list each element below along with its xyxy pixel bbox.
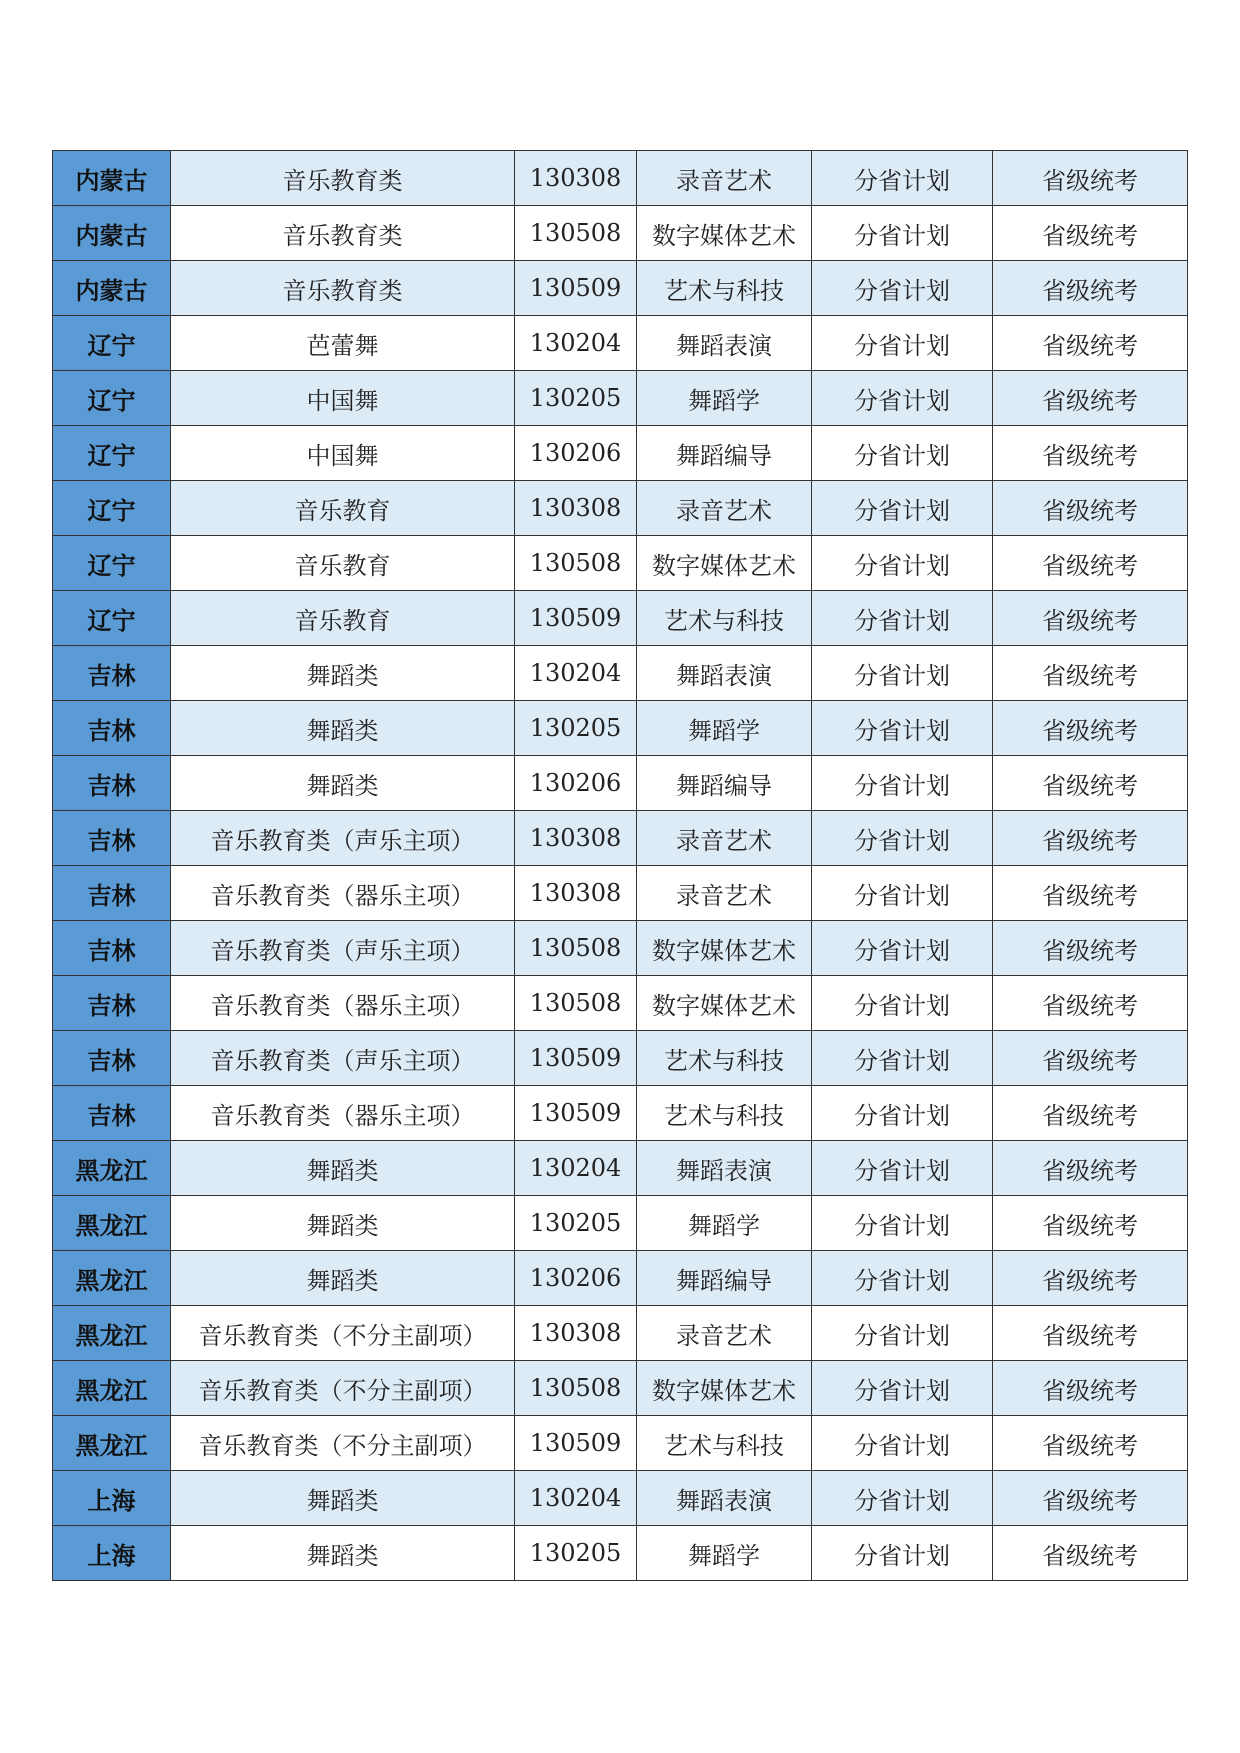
category-cell: 音乐教育 [171, 481, 515, 536]
province-cell: 上海 [53, 1471, 171, 1526]
province-cell: 辽宁 [53, 316, 171, 371]
major-code-cell: 130308 [515, 811, 637, 866]
exam-type-cell: 省级统考 [993, 1361, 1188, 1416]
table-row [53, 1141, 1188, 1196]
province-cell: 吉林 [53, 1086, 171, 1141]
province-cell: 吉林 [53, 976, 171, 1031]
table-row [53, 1306, 1188, 1361]
plan-type-cell: 分省计划 [812, 1196, 993, 1251]
plan-type-cell: 分省计划 [812, 646, 993, 701]
major-name-cell: 艺术与科技 [637, 1031, 812, 1086]
province-cell: 辽宁 [53, 481, 171, 536]
table-row [53, 811, 1188, 866]
province-cell: 吉林 [53, 756, 171, 811]
major-code-cell: 130205 [515, 1526, 637, 1581]
plan-type-cell: 分省计划 [812, 701, 993, 756]
table-row [53, 151, 1188, 206]
table-row [53, 1471, 1188, 1526]
major-code-cell: 130308 [515, 866, 637, 921]
major-name-cell: 录音艺术 [637, 811, 812, 866]
plan-type-cell: 分省计划 [812, 536, 993, 591]
province-cell: 内蒙古 [53, 151, 171, 206]
table-row [53, 536, 1188, 591]
plan-type-cell: 分省计划 [812, 1471, 993, 1526]
major-name-cell: 舞蹈表演 [637, 1471, 812, 1526]
table-row [53, 1196, 1188, 1251]
category-cell: 舞蹈类 [171, 1526, 515, 1581]
major-name-cell: 舞蹈编导 [637, 426, 812, 481]
major-code-cell: 130509 [515, 1031, 637, 1086]
category-cell: 音乐教育类（器乐主项） [171, 1086, 515, 1141]
exam-type-cell: 省级统考 [993, 1031, 1188, 1086]
exam-type-cell: 省级统考 [993, 1306, 1188, 1361]
major-code-cell: 130508 [515, 536, 637, 591]
table-row [53, 756, 1188, 811]
major-name-cell: 舞蹈表演 [637, 316, 812, 371]
major-name-cell: 录音艺术 [637, 151, 812, 206]
major-name-cell: 舞蹈表演 [637, 1141, 812, 1196]
plan-type-cell: 分省计划 [812, 1416, 993, 1471]
category-cell: 音乐教育类（器乐主项） [171, 866, 515, 921]
major-name-cell: 艺术与科技 [637, 261, 812, 316]
category-cell: 音乐教育 [171, 591, 515, 646]
major-code-cell: 130509 [515, 261, 637, 316]
major-code-cell: 130205 [515, 1196, 637, 1251]
table-row [53, 921, 1188, 976]
plan-type-cell: 分省计划 [812, 1086, 993, 1141]
major-code-cell: 130508 [515, 1361, 637, 1416]
exam-type-cell: 省级统考 [993, 1086, 1188, 1141]
province-cell: 黑龙江 [53, 1306, 171, 1361]
category-cell: 音乐教育类（器乐主项） [171, 976, 515, 1031]
plan-type-cell: 分省计划 [812, 976, 993, 1031]
exam-type-cell: 省级统考 [993, 921, 1188, 976]
major-code-cell: 130205 [515, 701, 637, 756]
table-row [53, 1526, 1188, 1581]
table-row [53, 701, 1188, 756]
province-cell: 辽宁 [53, 591, 171, 646]
province-cell: 吉林 [53, 921, 171, 976]
category-cell: 舞蹈类 [171, 1471, 515, 1526]
table-row [53, 481, 1188, 536]
plan-type-cell: 分省计划 [812, 756, 993, 811]
category-cell: 音乐教育类 [171, 206, 515, 261]
major-name-cell: 录音艺术 [637, 481, 812, 536]
table-row [53, 1361, 1188, 1416]
plan-type-cell: 分省计划 [812, 1361, 993, 1416]
major-name-cell: 数字媒体艺术 [637, 536, 812, 591]
exam-type-cell: 省级统考 [993, 811, 1188, 866]
exam-type-cell: 省级统考 [993, 151, 1188, 206]
exam-type-cell: 省级统考 [993, 261, 1188, 316]
province-cell: 吉林 [53, 646, 171, 701]
category-cell: 音乐教育类 [171, 261, 515, 316]
major-code-cell: 130508 [515, 206, 637, 261]
major-name-cell: 艺术与科技 [637, 1086, 812, 1141]
major-code-cell: 130204 [515, 646, 637, 701]
major-name-cell: 录音艺术 [637, 866, 812, 921]
table-row [53, 316, 1188, 371]
exam-type-cell: 省级统考 [993, 1471, 1188, 1526]
major-name-cell: 艺术与科技 [637, 591, 812, 646]
category-cell: 舞蹈类 [171, 1251, 515, 1306]
plan-type-cell: 分省计划 [812, 261, 993, 316]
category-cell: 中国舞 [171, 426, 515, 481]
plan-type-cell: 分省计划 [812, 1251, 993, 1306]
admission-plan-table [52, 150, 1188, 1581]
category-cell: 舞蹈类 [171, 1196, 515, 1251]
exam-type-cell: 省级统考 [993, 756, 1188, 811]
exam-type-cell: 省级统考 [993, 1141, 1188, 1196]
province-cell: 辽宁 [53, 536, 171, 591]
exam-type-cell: 省级统考 [993, 481, 1188, 536]
plan-type-cell: 分省计划 [812, 1526, 993, 1581]
major-name-cell: 舞蹈学 [637, 1196, 812, 1251]
exam-type-cell: 省级统考 [993, 371, 1188, 426]
province-cell: 吉林 [53, 866, 171, 921]
plan-type-cell: 分省计划 [812, 151, 993, 206]
exam-type-cell: 省级统考 [993, 646, 1188, 701]
table-row [53, 261, 1188, 316]
major-name-cell: 数字媒体艺术 [637, 1361, 812, 1416]
plan-type-cell: 分省计划 [812, 481, 993, 536]
table-row [53, 1416, 1188, 1471]
province-cell: 黑龙江 [53, 1141, 171, 1196]
exam-type-cell: 省级统考 [993, 1196, 1188, 1251]
major-name-cell: 舞蹈学 [637, 701, 812, 756]
major-name-cell: 舞蹈编导 [637, 1251, 812, 1306]
province-cell: 辽宁 [53, 426, 171, 481]
exam-type-cell: 省级统考 [993, 591, 1188, 646]
exam-type-cell: 省级统考 [993, 316, 1188, 371]
major-code-cell: 130308 [515, 151, 637, 206]
category-cell: 舞蹈类 [171, 756, 515, 811]
exam-type-cell: 省级统考 [993, 1251, 1188, 1306]
plan-type-cell: 分省计划 [812, 206, 993, 261]
table-row [53, 1086, 1188, 1141]
table-row [53, 206, 1188, 261]
plan-type-cell: 分省计划 [812, 1141, 993, 1196]
major-code-cell: 130509 [515, 1086, 637, 1141]
province-cell: 吉林 [53, 811, 171, 866]
major-code-cell: 130508 [515, 976, 637, 1031]
province-cell: 黑龙江 [53, 1196, 171, 1251]
category-cell: 音乐教育类（不分主副项） [171, 1416, 515, 1471]
province-cell: 黑龙江 [53, 1416, 171, 1471]
category-cell: 音乐教育类（声乐主项） [171, 1031, 515, 1086]
major-code-cell: 130308 [515, 1306, 637, 1361]
table-row [53, 1251, 1188, 1306]
exam-type-cell: 省级统考 [993, 1416, 1188, 1471]
major-name-cell: 舞蹈编导 [637, 756, 812, 811]
major-code-cell: 130206 [515, 1251, 637, 1306]
province-cell: 黑龙江 [53, 1251, 171, 1306]
major-code-cell: 130308 [515, 481, 637, 536]
major-name-cell: 数字媒体艺术 [637, 976, 812, 1031]
category-cell: 音乐教育类 [171, 151, 515, 206]
category-cell: 芭蕾舞 [171, 316, 515, 371]
table-row [53, 866, 1188, 921]
exam-type-cell: 省级统考 [993, 426, 1188, 481]
category-cell: 音乐教育类（不分主副项） [171, 1361, 515, 1416]
major-code-cell: 130509 [515, 1416, 637, 1471]
table-row [53, 1031, 1188, 1086]
category-cell: 音乐教育类（不分主副项） [171, 1306, 515, 1361]
category-cell: 音乐教育 [171, 536, 515, 591]
category-cell: 音乐教育类（声乐主项） [171, 921, 515, 976]
major-code-cell: 130206 [515, 756, 637, 811]
exam-type-cell: 省级统考 [993, 536, 1188, 591]
table-row [53, 646, 1188, 701]
category-cell: 舞蹈类 [171, 1141, 515, 1196]
category-cell: 舞蹈类 [171, 701, 515, 756]
exam-type-cell: 省级统考 [993, 206, 1188, 261]
table-row [53, 976, 1188, 1031]
major-name-cell: 艺术与科技 [637, 1416, 812, 1471]
table-row [53, 591, 1188, 646]
province-cell: 内蒙古 [53, 206, 171, 261]
province-cell: 黑龙江 [53, 1361, 171, 1416]
category-cell: 中国舞 [171, 371, 515, 426]
table-body [53, 151, 1188, 1581]
province-cell: 吉林 [53, 701, 171, 756]
major-code-cell: 130508 [515, 921, 637, 976]
plan-type-cell: 分省计划 [812, 866, 993, 921]
major-code-cell: 130204 [515, 1471, 637, 1526]
plan-type-cell: 分省计划 [812, 316, 993, 371]
plan-type-cell: 分省计划 [812, 811, 993, 866]
plan-type-cell: 分省计划 [812, 1031, 993, 1086]
major-code-cell: 130204 [515, 1141, 637, 1196]
exam-type-cell: 省级统考 [993, 701, 1188, 756]
province-cell: 上海 [53, 1526, 171, 1581]
major-name-cell: 数字媒体艺术 [637, 921, 812, 976]
major-name-cell: 舞蹈学 [637, 1526, 812, 1581]
plan-type-cell: 分省计划 [812, 426, 993, 481]
exam-type-cell: 省级统考 [993, 1526, 1188, 1581]
table-row [53, 426, 1188, 481]
table-row [53, 371, 1188, 426]
exam-type-cell: 省级统考 [993, 866, 1188, 921]
major-code-cell: 130509 [515, 591, 637, 646]
province-cell: 辽宁 [53, 371, 171, 426]
plan-type-cell: 分省计划 [812, 371, 993, 426]
major-name-cell: 数字媒体艺术 [637, 206, 812, 261]
major-name-cell: 舞蹈学 [637, 371, 812, 426]
plan-type-cell: 分省计划 [812, 921, 993, 976]
exam-type-cell: 省级统考 [993, 976, 1188, 1031]
plan-type-cell: 分省计划 [812, 591, 993, 646]
category-cell: 舞蹈类 [171, 646, 515, 701]
major-name-cell: 录音艺术 [637, 1306, 812, 1361]
plan-type-cell: 分省计划 [812, 1306, 993, 1361]
category-cell: 音乐教育类（声乐主项） [171, 811, 515, 866]
major-name-cell: 舞蹈表演 [637, 646, 812, 701]
major-code-cell: 130206 [515, 426, 637, 481]
major-code-cell: 130205 [515, 371, 637, 426]
major-code-cell: 130204 [515, 316, 637, 371]
province-cell: 内蒙古 [53, 261, 171, 316]
province-cell: 吉林 [53, 1031, 171, 1086]
